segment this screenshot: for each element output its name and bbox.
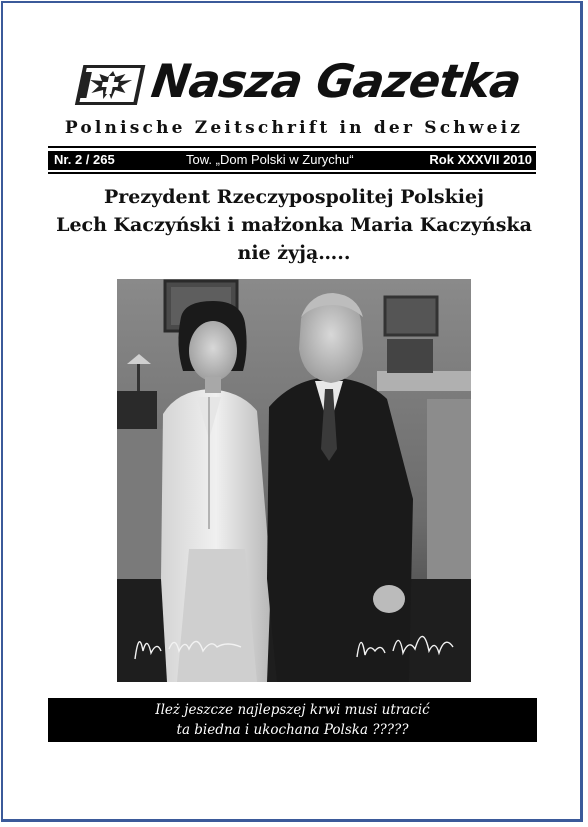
- eagle-emblem-icon: [70, 62, 148, 108]
- portrait-photo: [117, 279, 471, 682]
- caption-line-2: ta biedna i ukochana Polska ?????: [176, 722, 409, 738]
- caption-box: [48, 698, 537, 742]
- newspaper-title: Nasza Gazetka: [148, 54, 524, 108]
- publisher-name: Tow. „Dom Polski w Zurychu“: [186, 152, 354, 167]
- headline-line-3: nie żyją…..: [237, 242, 351, 264]
- issue-number: Nr. 2 / 265: [54, 152, 115, 167]
- issue-year: Rok XXXVII 2010: [429, 152, 532, 167]
- newspaper-subtitle: Polnische Zeitschrift in der Schweiz: [64, 118, 524, 138]
- masthead: [70, 54, 530, 110]
- caption-line-1: Ileż jeszcze najlepszej krwi musi utracić: [155, 702, 430, 718]
- issue-info-bar-fill: [48, 151, 536, 170]
- headline: [0, 183, 588, 267]
- headline-line-1: Prezydent Rzeczypospolitej Polskiej: [104, 186, 484, 208]
- issue-info-bar: [48, 146, 536, 174]
- headline-line-2: Lech Kaczyński i małżonka Maria Kaczyńska: [56, 214, 532, 236]
